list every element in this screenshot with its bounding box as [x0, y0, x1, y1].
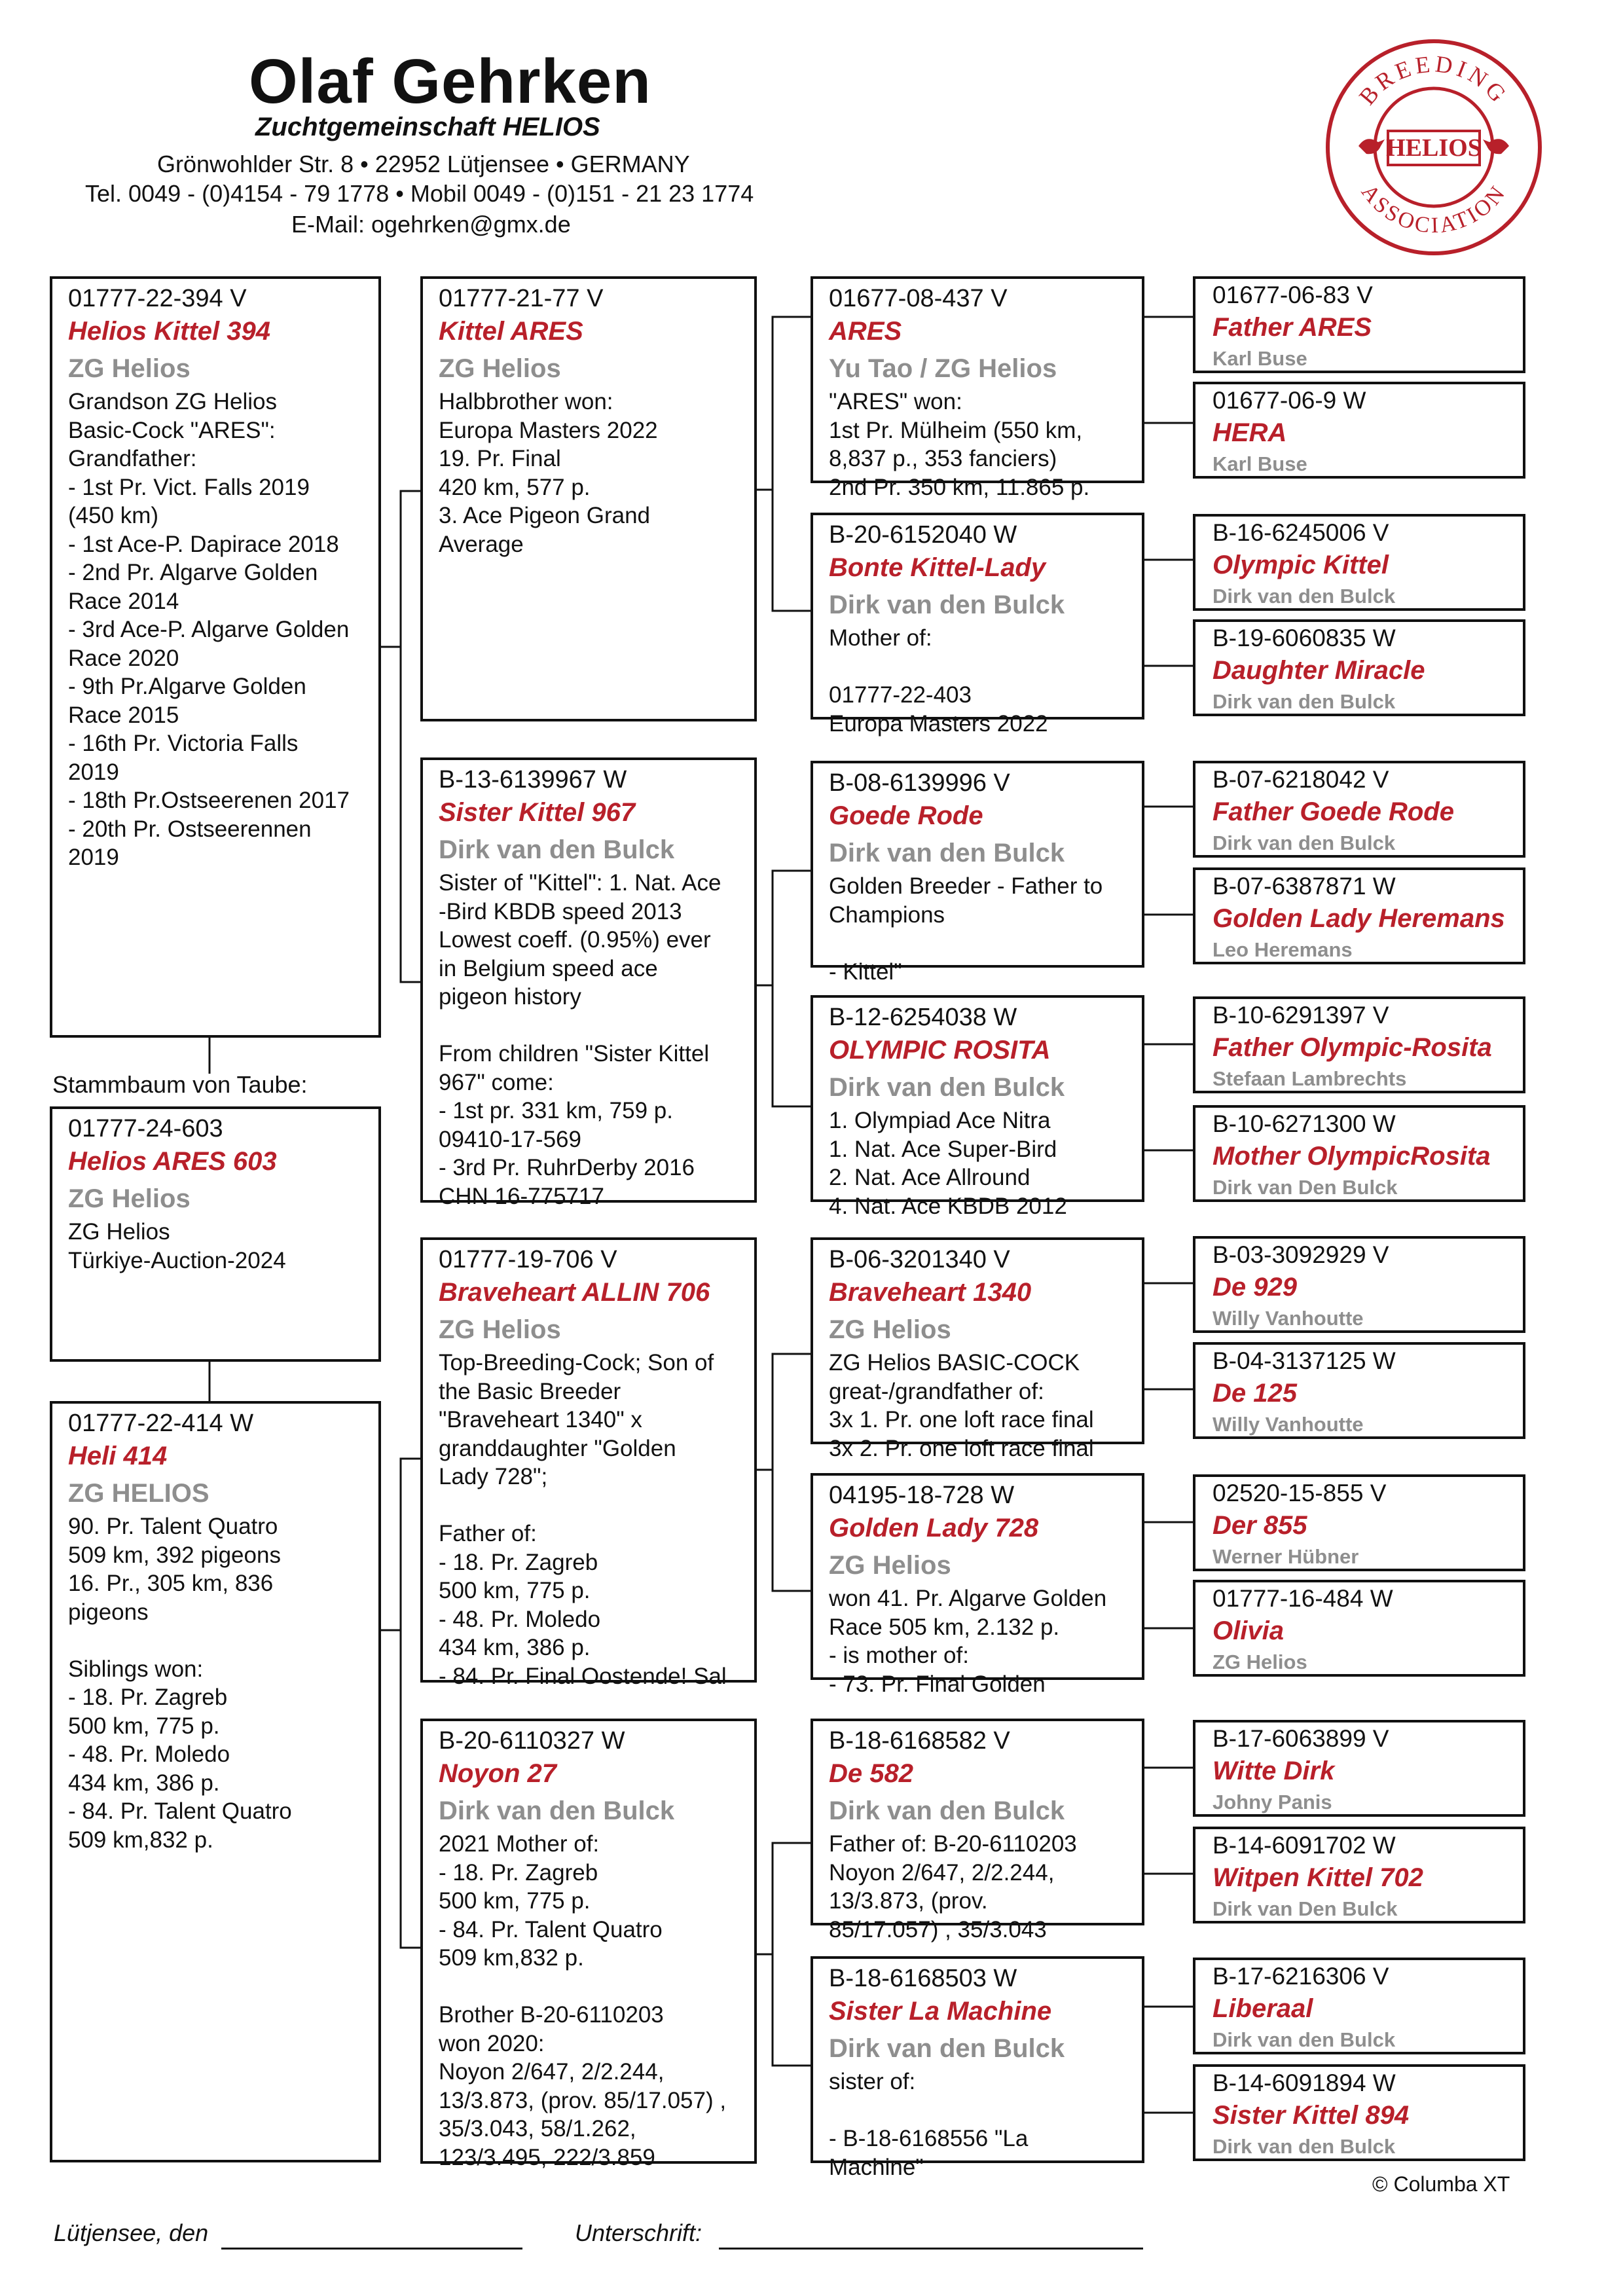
ring-number: 02520-15-855 V — [1213, 1480, 1387, 1506]
place-date-label: Lütjensee, den — [54, 2219, 209, 2246]
svg-text:ASSOCIATION — [1357, 180, 1512, 238]
gen4-card[interactable] — [1193, 1580, 1525, 1677]
pigeon-name: Sister Kittel 894 — [1213, 2101, 1410, 2130]
ring-number: 01677-08-437 V — [829, 285, 1008, 312]
breeder-subtitle: Zuchtgemeinschaft HELIOS — [255, 113, 600, 141]
pigeon-name: De 929 — [1213, 1273, 1297, 1302]
breeder-label: Dirk van den Bulck — [1213, 690, 1396, 713]
pedigree-of-label: Stammbaum von Taube: — [52, 1071, 308, 1098]
ring-number: 01677-06-9 W — [1213, 387, 1366, 414]
grandparent-card[interactable] — [420, 276, 757, 721]
seal-center-text: HELIOS — [1386, 134, 1482, 162]
gen4-card[interactable] — [1193, 996, 1525, 1093]
breeder-label: Dirk van den Bulck — [1213, 831, 1396, 854]
subject-card[interactable] — [50, 1106, 381, 1362]
great-grandparent-card[interactable] — [811, 1473, 1144, 1697]
gen4-card[interactable] — [1193, 1827, 1525, 1923]
breeder-label: ZG Helios — [829, 1315, 951, 1344]
gen4-card[interactable] — [1193, 619, 1525, 716]
pigeon-info: 90. Pr. Talent Quatro 509 km, 392 pigeons 16. Pr., 305 km, 836 pigeons Siblings won: - 18. Pr. Zagreb 500 km, 775 p. - 48. Pr. Moledo 434 km, 386 p. - 84. Pr. Talent Quatro 509 km,832 p. — [68, 1514, 292, 1853]
breeder-label: Dirk van den Bulck — [829, 1073, 1065, 1102]
great-grandparent-card[interactable] — [811, 276, 1144, 500]
breeder-label: ZG HELIOS — [68, 1479, 210, 1508]
pigeon-name: Noyon 27 — [439, 1759, 557, 1788]
pigeon-name: Der 855 — [1213, 1511, 1307, 1540]
pigeon-info: "ARES" won: 1st Pr. Mülheim (550 km, 8,837 p., 353 fanciers) 2nd Pr. 350 km, 11.865 p. — [829, 389, 1090, 500]
great-grandparent-card[interactable] — [811, 761, 1144, 985]
pigeon-name: Bonte Kittel-Lady — [829, 553, 1046, 582]
pigeon-name: Golden Lady Heremans — [1213, 904, 1505, 933]
ring-number: 01777-16-484 W — [1213, 1585, 1393, 1612]
ring-number: B-17-6216306 V — [1213, 1963, 1389, 1990]
pigeon-info: ZG Helios BASIC-COCK great-/grandfather of: 3x 1. Pr. one loft race final 3x 2. Pr. one loft race final — [829, 1350, 1094, 1461]
breeder-label: Dirk van den Bulck — [829, 839, 1065, 867]
breeder-label: Yu Tao / ZG Helios — [829, 354, 1057, 383]
ring-number: B-10-6291397 V — [1213, 1002, 1389, 1029]
grandparent-card[interactable] — [420, 1237, 757, 1689]
pigeon-info: 2021 Mother of: - 18. Pr. Zagreb 500 km, 775 p. - 84. Pr. Talent Quatro 509 km,832 p. Brother B-20-6110203 won 2020: Noyon 2/647, 2/2.244, 13/3.873, (prov. 85/17.057) , 35/3.043, 58/1.262, 123/3.495, 222/3.859 — [439, 1831, 727, 2170]
pigeon-info: Golden Breeder - Father to Champions - Kittel" — [829, 873, 1103, 985]
pigeon-name: Witte Dirk — [1213, 1757, 1335, 1785]
breeder-label: Dirk van Den Bulck — [1213, 1176, 1398, 1199]
grandparent-card[interactable] — [420, 757, 757, 1209]
ring-number: B-04-3137125 W — [1213, 1347, 1396, 1374]
gen4-card[interactable] — [1193, 1474, 1525, 1571]
pigeon-name: Liberaal — [1213, 1994, 1313, 2023]
breeder-label: ZG Helios — [68, 1184, 191, 1213]
ring-number: 01777-22-414 W — [68, 1410, 254, 1437]
pigeon-info: won 41. Pr. Algarve Golden Race 505 km, 2.132 p. - is mother of: - 73. Pr. Final Golden — [829, 1586, 1107, 1697]
gen4-card[interactable] — [1193, 1958, 1525, 2054]
pigeon-name: Braveheart ALLIN 706 — [439, 1278, 710, 1307]
breeder-label: Dirk van den Bulck — [1213, 585, 1396, 608]
gen4-card[interactable] — [1193, 1342, 1525, 1439]
great-grandparent-card[interactable] — [811, 1956, 1144, 2180]
breeder-label: Dirk van den Bulck — [1213, 2028, 1396, 2051]
pigeon-name: Olympic Kittel — [1213, 551, 1389, 579]
gen4-card[interactable] — [1193, 1720, 1525, 1817]
pigeon-name: Golden Lady 728 — [829, 1514, 1039, 1542]
pigeon-name: Father ARES — [1213, 313, 1372, 342]
gen4-card[interactable] — [1193, 761, 1525, 858]
pigeon-name: Father Olympic-Rosita — [1213, 1033, 1492, 1062]
pigeon-name: Goede Rode — [829, 801, 983, 830]
breeder-label: ZG Helios — [829, 1551, 951, 1580]
ring-number: 01777-22-394 V — [68, 285, 247, 312]
ring-number: B-10-6271300 W — [1213, 1110, 1396, 1137]
breeder-label: Dirk van den Bulck — [829, 2034, 1065, 2063]
gen4-card[interactable] — [1193, 514, 1525, 611]
breeder-label: Karl Buse — [1213, 347, 1307, 370]
breeder-label: ZG Helios — [68, 354, 191, 383]
copyright-note: © Columba XT — [1372, 2172, 1510, 2196]
pigeon-name: HERA — [1213, 418, 1287, 447]
signature-label: Unterschrift: — [575, 2219, 702, 2246]
great-grandparent-card[interactable] — [811, 1237, 1144, 1461]
breeder-label: Dirk van den Bulck — [439, 1796, 675, 1825]
breeder-email: E-Mail: ogehrken@gmx.de — [291, 211, 571, 238]
gen4-card[interactable] — [1193, 2064, 1525, 2161]
gen4-card[interactable] — [1193, 276, 1525, 373]
sire-card[interactable] — [50, 276, 381, 1038]
great-grandparent-card[interactable] — [811, 513, 1144, 737]
pigeon-name: Helios Kittel 394 — [68, 317, 271, 346]
breeder-label: Leo Heremans — [1213, 938, 1353, 961]
pigeon-info: Mother of: 01777-22-403 Europa Masters 2022 — [829, 625, 1048, 737]
pigeon-info: 1. Olympiad Ace Nitra 1. Nat. Ace Super-Bird 2. Nat. Ace Allround 4. Nat. Ace KBDB 2012 — [829, 1108, 1067, 1219]
ring-number: B-13-6139967 W — [439, 766, 627, 793]
gen4-card[interactable] — [1193, 1236, 1525, 1333]
ring-number: B-07-6218042 V — [1213, 766, 1389, 793]
pigeon-name: Mother OlympicRosita — [1213, 1142, 1491, 1171]
breeder-phone: Tel. 0049 - (0)4154 - 79 1778 • Mobil 0049 - (0)151 - 21 23 1774 — [85, 180, 754, 207]
pigeon-name: Father Goede Rode — [1213, 797, 1454, 826]
breeder-label: Dirk van Den Bulck — [1213, 1897, 1398, 1920]
pigeon-info: ZG Helios Türkiye-Auction-2024 — [68, 1219, 286, 1273]
gen4-card[interactable] — [1193, 382, 1525, 479]
ring-number: B-06-3201340 V — [829, 1246, 1010, 1273]
ring-number: B-20-6152040 W — [829, 521, 1017, 549]
ring-number: B-18-6168582 V — [829, 1727, 1010, 1755]
seal-bottom-text: ASSOCIATION — [1356, 180, 1512, 238]
pigeon-info: Sister of "Kittel": 1. Nat. Ace -Bird KBDB speed 2013 Lowest coeff. (0.95%) ever in Belgium speed ace pigeon history From children "Sister Kittel 967" come: - 1st pr. 331 km, 759 p. 09410-17-569 - 3rd Pr. RuhrDerby 2016 CHN 16-775717 — [439, 870, 721, 1209]
ring-number: 01777-24-603 — [68, 1115, 223, 1142]
pigeon-info: Grandson ZG Helios Basic-Cock "ARES": Grandfather: - 1st Pr. Vict. Falls 2019 (450 km) - 1st Ace-P. Dapirace 2018 - 2nd Pr. Algarve Golden Race 2014 - 3rd Ace-P. Algarve Golden Race 2020 - 9th Pr.Algarve Golden Race 2015 - 16th Pr. Victoria Falls 2019 - 18th Pr.Ostseerenen 2017 - 20th Pr. Ostseerennen 2019 — [68, 389, 350, 870]
breeder-label: ZG Helios — [1213, 1650, 1307, 1673]
pigeon-name: Witpen Kittel 702 — [1213, 1863, 1423, 1892]
ring-number: B-19-6060835 W — [1213, 625, 1396, 651]
pigeon-name: De 582 — [829, 1759, 913, 1788]
dam-card[interactable] — [50, 1401, 381, 2162]
pigeon-name: Olivia — [1213, 1616, 1284, 1645]
breeder-label: Dirk van den Bulck — [1213, 2135, 1396, 2158]
breeder-label: Dirk van den Bulck — [439, 835, 675, 864]
gen4-card[interactable] — [1193, 1105, 1525, 1202]
breeder-label: ZG Helios — [439, 354, 561, 383]
breeder-label: ZG Helios — [439, 1315, 561, 1344]
pigeon-info: Top-Breeding-Cock; Son of the Basic Breeder "Braveheart 1340" x granddaughter "Golden Lady 728"; Father of: - 18. Pr. Zagreb 500 km, 775 p. - 48. Pr. Moledo 434 km, 386 p. - 84. Pr. Final Oostende! Sal — [439, 1350, 727, 1689]
signature-line[interactable] — [719, 2248, 1143, 2250]
ring-number: B-07-6387871 W — [1213, 873, 1396, 900]
gen4-card[interactable] — [1193, 867, 1525, 964]
ring-number: B-18-6168503 W — [829, 1965, 1017, 1992]
pigeon-name: Braveheart 1340 — [829, 1278, 1032, 1307]
ring-number: B-08-6139996 V — [829, 769, 1010, 797]
breeder-label: Dirk van den Bulck — [829, 591, 1065, 619]
ring-number: 04195-18-728 W — [829, 1482, 1015, 1509]
pigeon-name: Kittel ARES — [439, 317, 583, 346]
place-date-line[interactable] — [221, 2248, 522, 2250]
breeder-address: Grönwohlder Str. 8 • 22952 Lütjensee • GERMANY — [157, 151, 690, 177]
ring-number: B-20-6110327 W — [439, 1727, 625, 1755]
breeder-label: Karl Buse — [1213, 452, 1307, 475]
ring-number: B-12-6254038 W — [829, 1004, 1017, 1031]
breeder-label: Willy Vanhoutte — [1213, 1307, 1364, 1330]
grandparent-card[interactable] — [420, 1719, 757, 2170]
ring-number: B-16-6245006 V — [1213, 519, 1389, 546]
pigeon-info: sister of: - B-18-6168556 "La Machine" — [829, 2069, 1029, 2180]
pigeon-name: De 125 — [1213, 1379, 1297, 1408]
ring-number: B-17-6063899 V — [1213, 1725, 1389, 1752]
breeder-label: Johny Panis — [1213, 1791, 1332, 1813]
helios-seal-logo — [1322, 36, 1545, 259]
breeder-label: Stefaan Lambrechts — [1213, 1067, 1407, 1090]
ring-number: 01777-19-706 V — [439, 1246, 617, 1273]
breeder-label: Dirk van den Bulck — [829, 1796, 1065, 1825]
great-grandparent-card[interactable] — [811, 995, 1144, 1219]
pigeon-info: Halbbrother won: Europa Masters 2022 19. Pr. Final 420 km, 577 p. 3. Ace Pigeon Grand Average — [439, 389, 658, 557]
pigeon-name: Sister La Machine — [829, 1997, 1052, 2026]
pigeon-info: Father of: B-20-6110203 Noyon 2/647, 2/2.244, 13/3.873, (prov. 85/17.057) , 35/3.043 — [829, 1831, 1077, 1942]
ring-number: B-14-6091702 W — [1213, 1832, 1396, 1859]
ring-number: B-14-6091894 W — [1213, 2069, 1396, 2096]
breeder-label: Willy Vanhoutte — [1213, 1413, 1364, 1436]
great-grandparent-card[interactable] — [811, 1719, 1144, 1942]
pigeon-name: ARES — [829, 317, 902, 346]
pigeon-name: Heli 414 — [68, 1442, 168, 1470]
pigeon-name: Daughter Miracle — [1213, 656, 1425, 685]
breeder-name: Olaf Gehrken — [249, 46, 651, 117]
ring-number: B-03-3092929 V — [1213, 1241, 1389, 1268]
pigeon-name: Sister Kittel 967 — [439, 798, 636, 827]
breeder-label: Werner Hübner — [1213, 1545, 1359, 1568]
ring-number: 01777-21-77 V — [439, 285, 604, 312]
pigeon-name: OLYMPIC ROSITA — [829, 1036, 1051, 1065]
ring-number: 01677-06-83 V — [1213, 282, 1373, 308]
pigeon-name: Helios ARES 603 — [68, 1147, 277, 1176]
seal-top-text: BREEDING — [1353, 50, 1514, 110]
